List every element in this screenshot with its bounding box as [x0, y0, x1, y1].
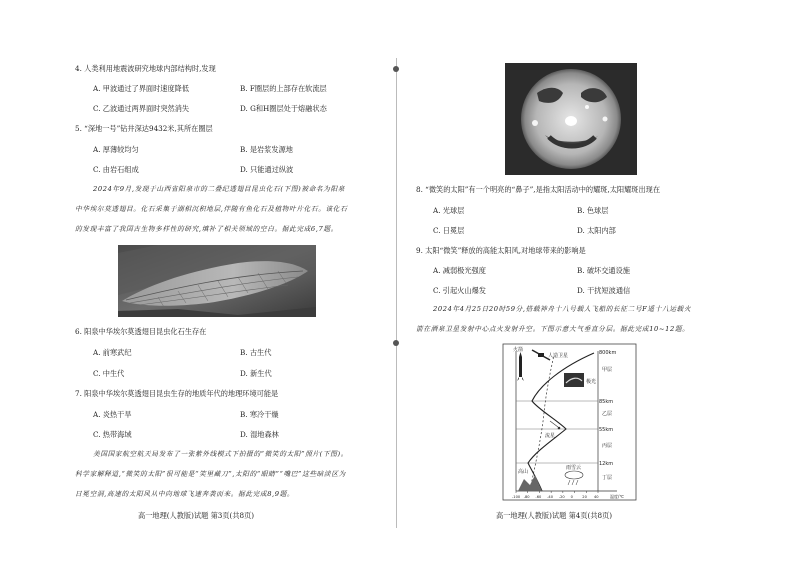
x-axis-unit: 温度/℃ [610, 494, 624, 499]
layer-label-ding: 丁层 [602, 475, 613, 481]
q7-option-a: A. 炎热干旱 [93, 410, 132, 419]
satellite-label: 人造卫星 [548, 353, 569, 359]
x-tick-label: -100 [512, 495, 521, 499]
layer-label-bing: 丙层 [602, 443, 613, 449]
right-footer: 高一地理(人教版)试题 第4页(共8页) [496, 511, 613, 520]
q4-option-c: C. 乙波通过两界面时突然消失 [93, 104, 190, 113]
q8-option-c: C. 日冕层 [433, 226, 465, 235]
passage3-line2: 箭在酒泉卫星发射中心点火发射升空。下图示意大气垂直分层。据此完成10~12题。 [416, 325, 690, 333]
height-85km: 85km [599, 399, 614, 405]
q8-option-a: A. 光球层 [433, 206, 465, 215]
height-55km: 55km [599, 427, 614, 433]
mountain-label: 高山 [518, 469, 529, 475]
q9-option-d: D. 干扰短波通信 [577, 286, 631, 295]
smiling-sun-photo [505, 63, 637, 175]
x-tick-label: -80 [523, 495, 530, 499]
passage2-line1: 美国国家航空航天局发布了一张紫外线模式下拍摄的“微笑的太阳”照片(下图)。 [93, 450, 348, 458]
passage2-line2: 科学家解释道,“微笑的太阳”很可能是“笑里藏刀”,太阳的“眼睛”“嘴巴”这些暗淡区为 [75, 470, 346, 478]
q9-option-a: A. 减弱极光强度 [433, 266, 486, 275]
height-800km: 800km [599, 350, 617, 356]
passage3-line1: 2024年4月25日20时59分,搭载神舟十八号载人飞船的长征二号F遥十八运载火 [433, 305, 692, 313]
q5-option-a: A. 厚薄较均匀 [93, 145, 139, 154]
right-page [397, 0, 794, 565]
q5-option-b: B. 是岩浆发源地 [240, 145, 293, 154]
fossil-wing-photo [118, 245, 316, 317]
q8-option-d: D. 太阳内部 [577, 226, 616, 235]
q4-option-a: A. 甲波通过了界面时速度降低 [93, 84, 190, 93]
x-tick-label: -60 [535, 495, 542, 499]
x-tick-label: 0 [570, 495, 573, 499]
aurora-icon [564, 373, 584, 387]
atmosphere-layers-diagram [502, 343, 637, 501]
q6-option-d: D. 新生代 [240, 369, 272, 378]
q8-option-b: B. 色球层 [577, 206, 609, 215]
q7-option-b: B. 寒冷干燥 [240, 410, 279, 419]
q6-option-c: C. 中生代 [93, 369, 125, 378]
q5-stem: 5. “深地一号”钻井深达9432米,其所在圈层 [75, 124, 213, 133]
q7-option-c: C. 热带海域 [93, 430, 132, 439]
layer-label-yi: 乙层 [602, 411, 613, 417]
q9-stem: 9. 太阳“微笑”释放的高能太阳风,对地球带来的影响是 [416, 246, 586, 255]
q5-option-d: D. 只能通过纵波 [240, 165, 294, 174]
x-tick-label: -40 [547, 495, 554, 499]
q6-stem: 6. 阳泉中华埃尔莫透翅目昆虫化石生存在 [75, 327, 207, 336]
rocket-label: 火箭 [513, 347, 524, 353]
q6-option-a: A. 前寒武纪 [93, 348, 132, 357]
aurora-label: 极光 [586, 379, 597, 385]
q9-option-b: B. 破坏交通设施 [577, 266, 630, 275]
x-tick-label: 20 [582, 495, 587, 499]
passage1-line1: 2024年9月,发现于山西省阳泉市的二叠纪透翅目昆虫化石(下图)被命名为阳泉 [93, 185, 346, 193]
passage1-line3: 的发现丰富了我国古生物多样性的研究,填补了相关领域的空白。据此完成6,7题。 [75, 225, 338, 233]
q7-stem: 7. 阳泉中华埃尔莫透翅目昆虫生存的地质年代的地理环境可能是 [75, 389, 279, 398]
cloud-label: 雨雪云 [566, 465, 582, 471]
q6-option-b: B. 古生代 [240, 348, 272, 357]
x-tick-label: -20 [558, 495, 565, 499]
left-footer: 高一地理(人教版)试题 第3页(共8页) [138, 511, 255, 520]
q4-stem: 4. 人类利用地震波研究地球内部结构时,发现 [75, 64, 216, 73]
q4-option-b: B. F圈层的上部存在软流层 [240, 84, 327, 93]
x-tick-label: 40 [594, 495, 599, 499]
layer-label-jia: 甲层 [602, 367, 613, 373]
q8-stem: 8. “微笑的太阳”有一个明亮的“鼻子”,是指太阳活动中的耀斑,太阳耀斑出现在 [416, 185, 661, 194]
q4-option-d: D. G和H圈层处于熔融状态 [240, 104, 327, 113]
meteor-label: 流星 [545, 433, 556, 439]
q7-option-d: D. 湿地森林 [240, 430, 279, 439]
q5-option-c: C. 由岩石组成 [93, 165, 139, 174]
passage1-line2: 中华埃尔莫透翅目。化石采集于湖相沉积地层,伴随有鱼化石及植物叶片化石。该化石 [75, 205, 348, 213]
passage2-line3: 日冕空洞,高速的太阳风从中向地球飞速奔袭而来。据此完成8,9题。 [75, 490, 295, 498]
q9-option-c: C. 引起火山爆发 [433, 286, 486, 295]
height-12km: 12km [599, 461, 614, 467]
